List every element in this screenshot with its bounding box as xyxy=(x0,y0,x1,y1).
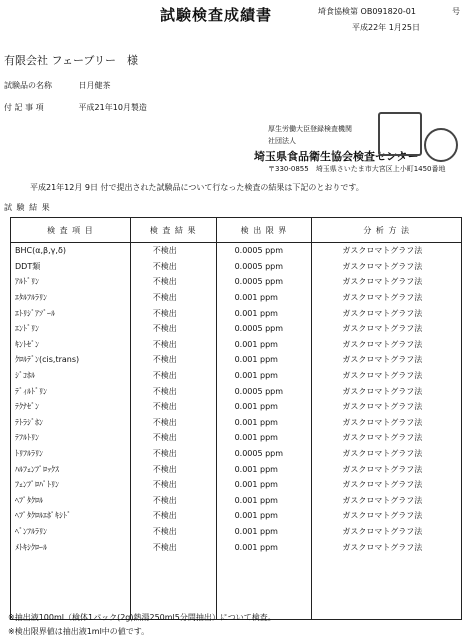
intro-text: 平成21年12月 9日 付で提出された試験品について行なった検査の結果は下記のとおりです。 xyxy=(30,183,364,192)
header-limit: 検 出 限 界 xyxy=(216,218,312,243)
cell-item: ﾍﾌﾟﾀｸﾛﾙｴﾎﾟｷｼﾄﾞ xyxy=(11,508,131,524)
issue-date: 平成22年 1月25日 xyxy=(352,23,420,32)
table-row xyxy=(11,399,462,415)
blank-cell xyxy=(130,555,216,620)
cell-item: ﾌｪﾝﾌﾟﾛﾊﾟﾄﾘﾝ xyxy=(11,477,131,493)
cell-item: ﾃﾄﾗｼﾞﾎﾝ xyxy=(11,415,131,431)
cell-item: DDT類 xyxy=(11,259,131,275)
cell-item: ﾍﾞﾝﾌﾙﾗﾘﾝ xyxy=(11,524,131,540)
cell-method: ガスクロマトグラフ法 xyxy=(312,461,462,477)
cell-limit: 0.001 ppm xyxy=(216,430,312,446)
document-number-suffix: 号 xyxy=(452,7,460,16)
cell-method: ガスクロマトグラフ法 xyxy=(312,259,462,275)
cell-result: 不検出 xyxy=(130,461,216,477)
sample-name-label: 試験品の名称 xyxy=(4,81,52,90)
issuer-corp: 社団法人 xyxy=(268,137,296,145)
cell-limit: 0.0005 ppm xyxy=(216,259,312,275)
cell-method: ガスクロマトグラフ法 xyxy=(312,243,462,259)
cell-result: 不検出 xyxy=(130,539,216,555)
cell-item: ｱﾙﾄﾞﾘﾝ xyxy=(11,274,131,290)
recipient-name: 有限会社 フェーブリー 様 xyxy=(4,54,138,67)
cell-item: ﾃﾌﾙﾄﾘﾝ xyxy=(11,430,131,446)
cell-result: 不検出 xyxy=(130,274,216,290)
cell-result: 不検出 xyxy=(130,446,216,462)
cell-result: 不検出 xyxy=(130,290,216,306)
issuer-address: 〒330-0855 埼玉県さいたま市大宮区上小町1450番地 xyxy=(268,165,446,173)
header-item: 検 査 項 目 xyxy=(11,218,131,243)
cell-method: ガスクロマトグラフ法 xyxy=(312,368,462,384)
cell-limit: 0.001 ppm xyxy=(216,477,312,493)
table-row xyxy=(11,493,462,509)
cell-item: ｴﾀﾙﾌﾙﾗﾘﾝ xyxy=(11,290,131,306)
table-row xyxy=(11,415,462,431)
cell-limit: 0.001 ppm xyxy=(216,399,312,415)
cell-item: ｷﾝﾄｾﾞﾝ xyxy=(11,337,131,353)
cell-result: 不検出 xyxy=(130,415,216,431)
cell-method: ガスクロマトグラフ法 xyxy=(312,352,462,368)
cell-item: ｴﾄﾘｼﾞｱｿﾞｰﾙ xyxy=(11,305,131,321)
table-row xyxy=(11,446,462,462)
cell-item: ｼﾞｺﾎﾙ xyxy=(11,368,131,384)
cell-item: ﾃｸﾅｾﾞﾝ xyxy=(11,399,131,415)
cell-item: ﾍﾌﾟﾀｸﾛﾙ xyxy=(11,493,131,509)
cell-limit: 0.001 ppm xyxy=(216,539,312,555)
cell-result: 不検出 xyxy=(130,337,216,353)
cell-method: ガスクロマトグラフ法 xyxy=(312,305,462,321)
footnote: ※検出限界値は抽出液1ml中の値です。 xyxy=(8,627,150,636)
sample-name-row xyxy=(4,80,111,91)
cell-limit: 0.001 ppm xyxy=(216,305,312,321)
cell-limit: 0.001 ppm xyxy=(216,415,312,431)
remarks-value: 平成21年10月製造 xyxy=(78,103,147,112)
table-row xyxy=(11,461,462,477)
table-row xyxy=(11,524,462,540)
cell-method: ガスクロマトグラフ法 xyxy=(312,290,462,306)
cell-limit: 0.001 ppm xyxy=(216,508,312,524)
cell-result: 不検出 xyxy=(130,524,216,540)
table-row xyxy=(11,259,462,275)
table-row xyxy=(11,321,462,337)
cell-result: 不検出 xyxy=(130,305,216,321)
cell-method: ガスクロマトグラフ法 xyxy=(312,321,462,337)
inspector-seal xyxy=(424,128,458,162)
table-blank-row xyxy=(11,555,462,620)
cell-item: ｴﾝﾄﾞﾘﾝ xyxy=(11,321,131,337)
cell-method: ガスクロマトグラフ法 xyxy=(312,446,462,462)
cell-method: ガスクロマトグラフ法 xyxy=(312,337,462,353)
cell-method: ガスクロマトグラフ法 xyxy=(312,524,462,540)
table-header-row xyxy=(11,218,462,243)
blank-cell xyxy=(11,555,131,620)
blank-cell xyxy=(312,555,462,620)
cell-method: ガスクロマトグラフ法 xyxy=(312,399,462,415)
table-row xyxy=(11,274,462,290)
cell-method: ガスクロマトグラフ法 xyxy=(312,477,462,493)
cell-result: 不検出 xyxy=(130,430,216,446)
cell-result: 不検出 xyxy=(130,368,216,384)
table-row xyxy=(11,352,462,368)
cell-limit: 0.001 ppm xyxy=(216,290,312,306)
remarks-label: 付 記 事 項 xyxy=(4,103,44,112)
cell-method: ガスクロマトグラフ法 xyxy=(312,274,462,290)
remarks-row xyxy=(4,102,147,113)
cell-result: 不検出 xyxy=(130,383,216,399)
cell-method: ガスクロマトグラフ法 xyxy=(312,493,462,509)
issuer-registration: 厚生労働大臣登録検査機関 xyxy=(268,125,352,133)
table-row xyxy=(11,508,462,524)
footnote: ※抽出液100ml（検体1パック(2g)熱湯250ml5分間抽出）について検査。 xyxy=(8,613,276,622)
cell-method: ガスクロマトグラフ法 xyxy=(312,539,462,555)
header-method: 分 析 方 法 xyxy=(312,218,462,243)
cell-limit: 0.001 ppm xyxy=(216,352,312,368)
cell-method: ガスクロマトグラフ法 xyxy=(312,430,462,446)
cell-item: ｸﾛﾙﾃﾞﾝ(cis,trans) xyxy=(11,352,131,368)
cell-limit: 0.0005 ppm xyxy=(216,383,312,399)
blank-cell xyxy=(216,555,312,620)
cell-result: 不検出 xyxy=(130,477,216,493)
section-title: 試 験 結 果 xyxy=(4,203,51,212)
cell-limit: 0.001 ppm xyxy=(216,493,312,509)
cell-result: 不検出 xyxy=(130,508,216,524)
cell-limit: 0.0005 ppm xyxy=(216,446,312,462)
cell-limit: 0.001 ppm xyxy=(216,368,312,384)
results-table xyxy=(10,217,462,620)
table-row xyxy=(11,383,462,399)
cell-limit: 0.001 ppm xyxy=(216,461,312,477)
sample-name-value: 日月健茶 xyxy=(78,81,111,90)
table-row xyxy=(11,539,462,555)
cell-method: ガスクロマトグラフ法 xyxy=(312,508,462,524)
cell-result: 不検出 xyxy=(130,399,216,415)
cell-result: 不検出 xyxy=(130,352,216,368)
document-number: 埼食協検第 OB091820-01 xyxy=(318,7,416,16)
cell-item: BHC(α,β,γ,δ) xyxy=(11,243,131,259)
cell-limit: 0.0005 ppm xyxy=(216,243,312,259)
cell-limit: 0.0005 ppm xyxy=(216,274,312,290)
cell-result: 不検出 xyxy=(130,321,216,337)
table-row xyxy=(11,243,462,259)
table-row xyxy=(11,477,462,493)
official-seal xyxy=(378,112,422,156)
document-title: 試験検査成績書 xyxy=(160,6,273,24)
cell-item: ﾃﾞｨﾙﾄﾞﾘﾝ xyxy=(11,383,131,399)
table-row xyxy=(11,368,462,384)
cell-method: ガスクロマトグラフ法 xyxy=(312,383,462,399)
cell-limit: 0.001 ppm xyxy=(216,524,312,540)
table-row xyxy=(11,337,462,353)
cell-result: 不検出 xyxy=(130,243,216,259)
cell-item: ﾄﾘﾌﾙﾗﾘﾝ xyxy=(11,446,131,462)
cell-result: 不検出 xyxy=(130,259,216,275)
cell-method: ガスクロマトグラフ法 xyxy=(312,415,462,431)
cell-item: ﾒﾄｷｼｸﾛｰﾙ xyxy=(11,539,131,555)
cell-result: 不検出 xyxy=(130,493,216,509)
cell-limit: 0.0005 ppm xyxy=(216,321,312,337)
table-row xyxy=(11,305,462,321)
cell-item: ﾊﾙﾌｪﾝﾌﾟﾛｯｸｽ xyxy=(11,461,131,477)
cell-limit: 0.001 ppm xyxy=(216,337,312,353)
header-result: 検 査 結 果 xyxy=(130,218,216,243)
table-row xyxy=(11,430,462,446)
table-row xyxy=(11,290,462,306)
issuer-name: 埼玉県食品衛生協会検査センター xyxy=(254,150,419,163)
